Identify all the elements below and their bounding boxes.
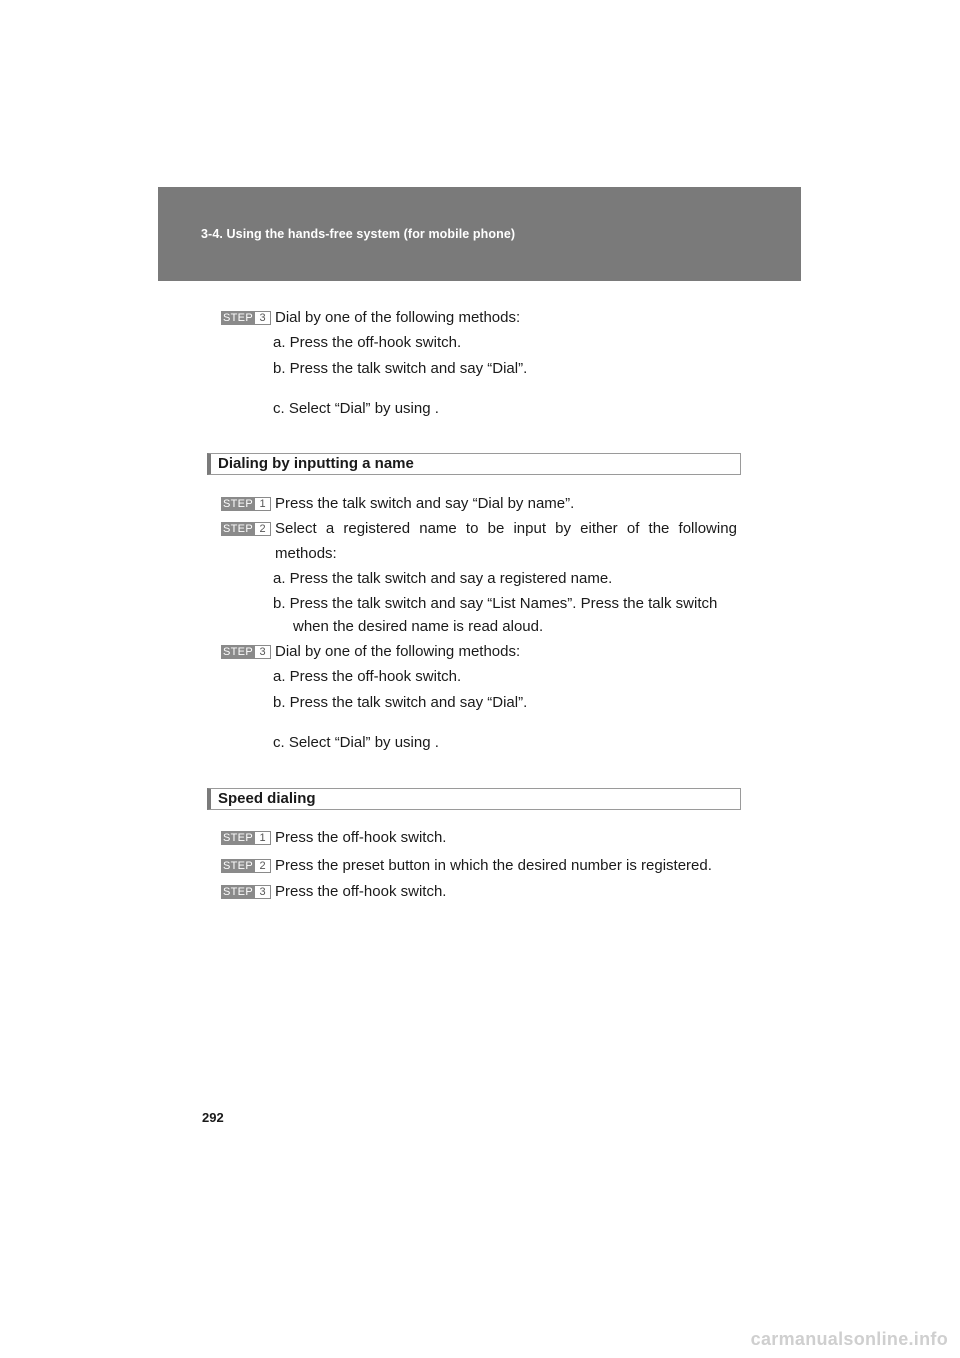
step-label: STEP [221,831,255,845]
step-text: Press the preset button in which the desired number is registered. [275,857,712,874]
page-number: 292 [202,1110,224,1125]
step-number: 3 [255,311,271,325]
method-a: a. Press the talk switch and say a registered name. [273,570,613,587]
section-heading-dial-by-name [207,453,741,475]
step-text: Press the talk switch and say “Dial by name”. [275,495,575,512]
chapter-header [158,187,801,281]
step-badge [221,831,271,845]
step-text: Press the off-hook switch. [275,829,447,846]
step-label: STEP [221,885,255,899]
step-number: 2 [255,859,271,873]
step-badge [221,522,271,536]
step-label: STEP [221,859,255,873]
breadcrumb: 3-4. Using the hands-free system (for mobile phone) [201,227,516,241]
step-number: 3 [255,885,271,899]
step-number: 2 [255,522,271,536]
step-text: Dial by one of the following methods: [275,643,521,660]
step-label: STEP [221,497,255,511]
section-heading-speed-dialing [207,788,741,810]
step-badge [221,859,271,873]
method-b: b. Press the talk switch and say “Dial”. [273,694,528,711]
step-text: Select a registered name to be input by either of the following [275,520,737,537]
step-badge [221,645,271,659]
step-text: Press the off-hook switch. [275,883,447,900]
step-label: STEP [221,522,255,536]
method-c: c. Select “Dial” by using . [273,734,439,751]
step-text: Dial by one of the following methods: [275,309,521,326]
step-badge [221,885,271,899]
step-number: 1 [255,831,271,845]
method-a: a. Press the off-hook switch. [273,334,462,351]
method-b-continued: when the desired name is read aloud. [293,618,544,635]
step-number: 3 [255,645,271,659]
step-label: STEP [221,645,255,659]
method-a: a. Press the off-hook switch. [273,668,462,685]
section-title: Speed dialing [218,790,316,807]
method-c: c. Select “Dial” by using . [273,400,439,417]
method-b: b. Press the talk switch and say “Dial”. [273,360,528,377]
step-label: STEP [221,311,255,325]
watermark: carmanualsonline.info [750,1329,948,1349]
step-text-continued: methods: [275,545,337,562]
method-b: b. Press the talk switch and say “List Names”. Press the talk switch [273,595,718,612]
step-number: 1 [255,497,271,511]
section-title: Dialing by inputting a name [218,455,414,472]
step-badge [221,497,271,511]
step-badge [221,311,271,325]
